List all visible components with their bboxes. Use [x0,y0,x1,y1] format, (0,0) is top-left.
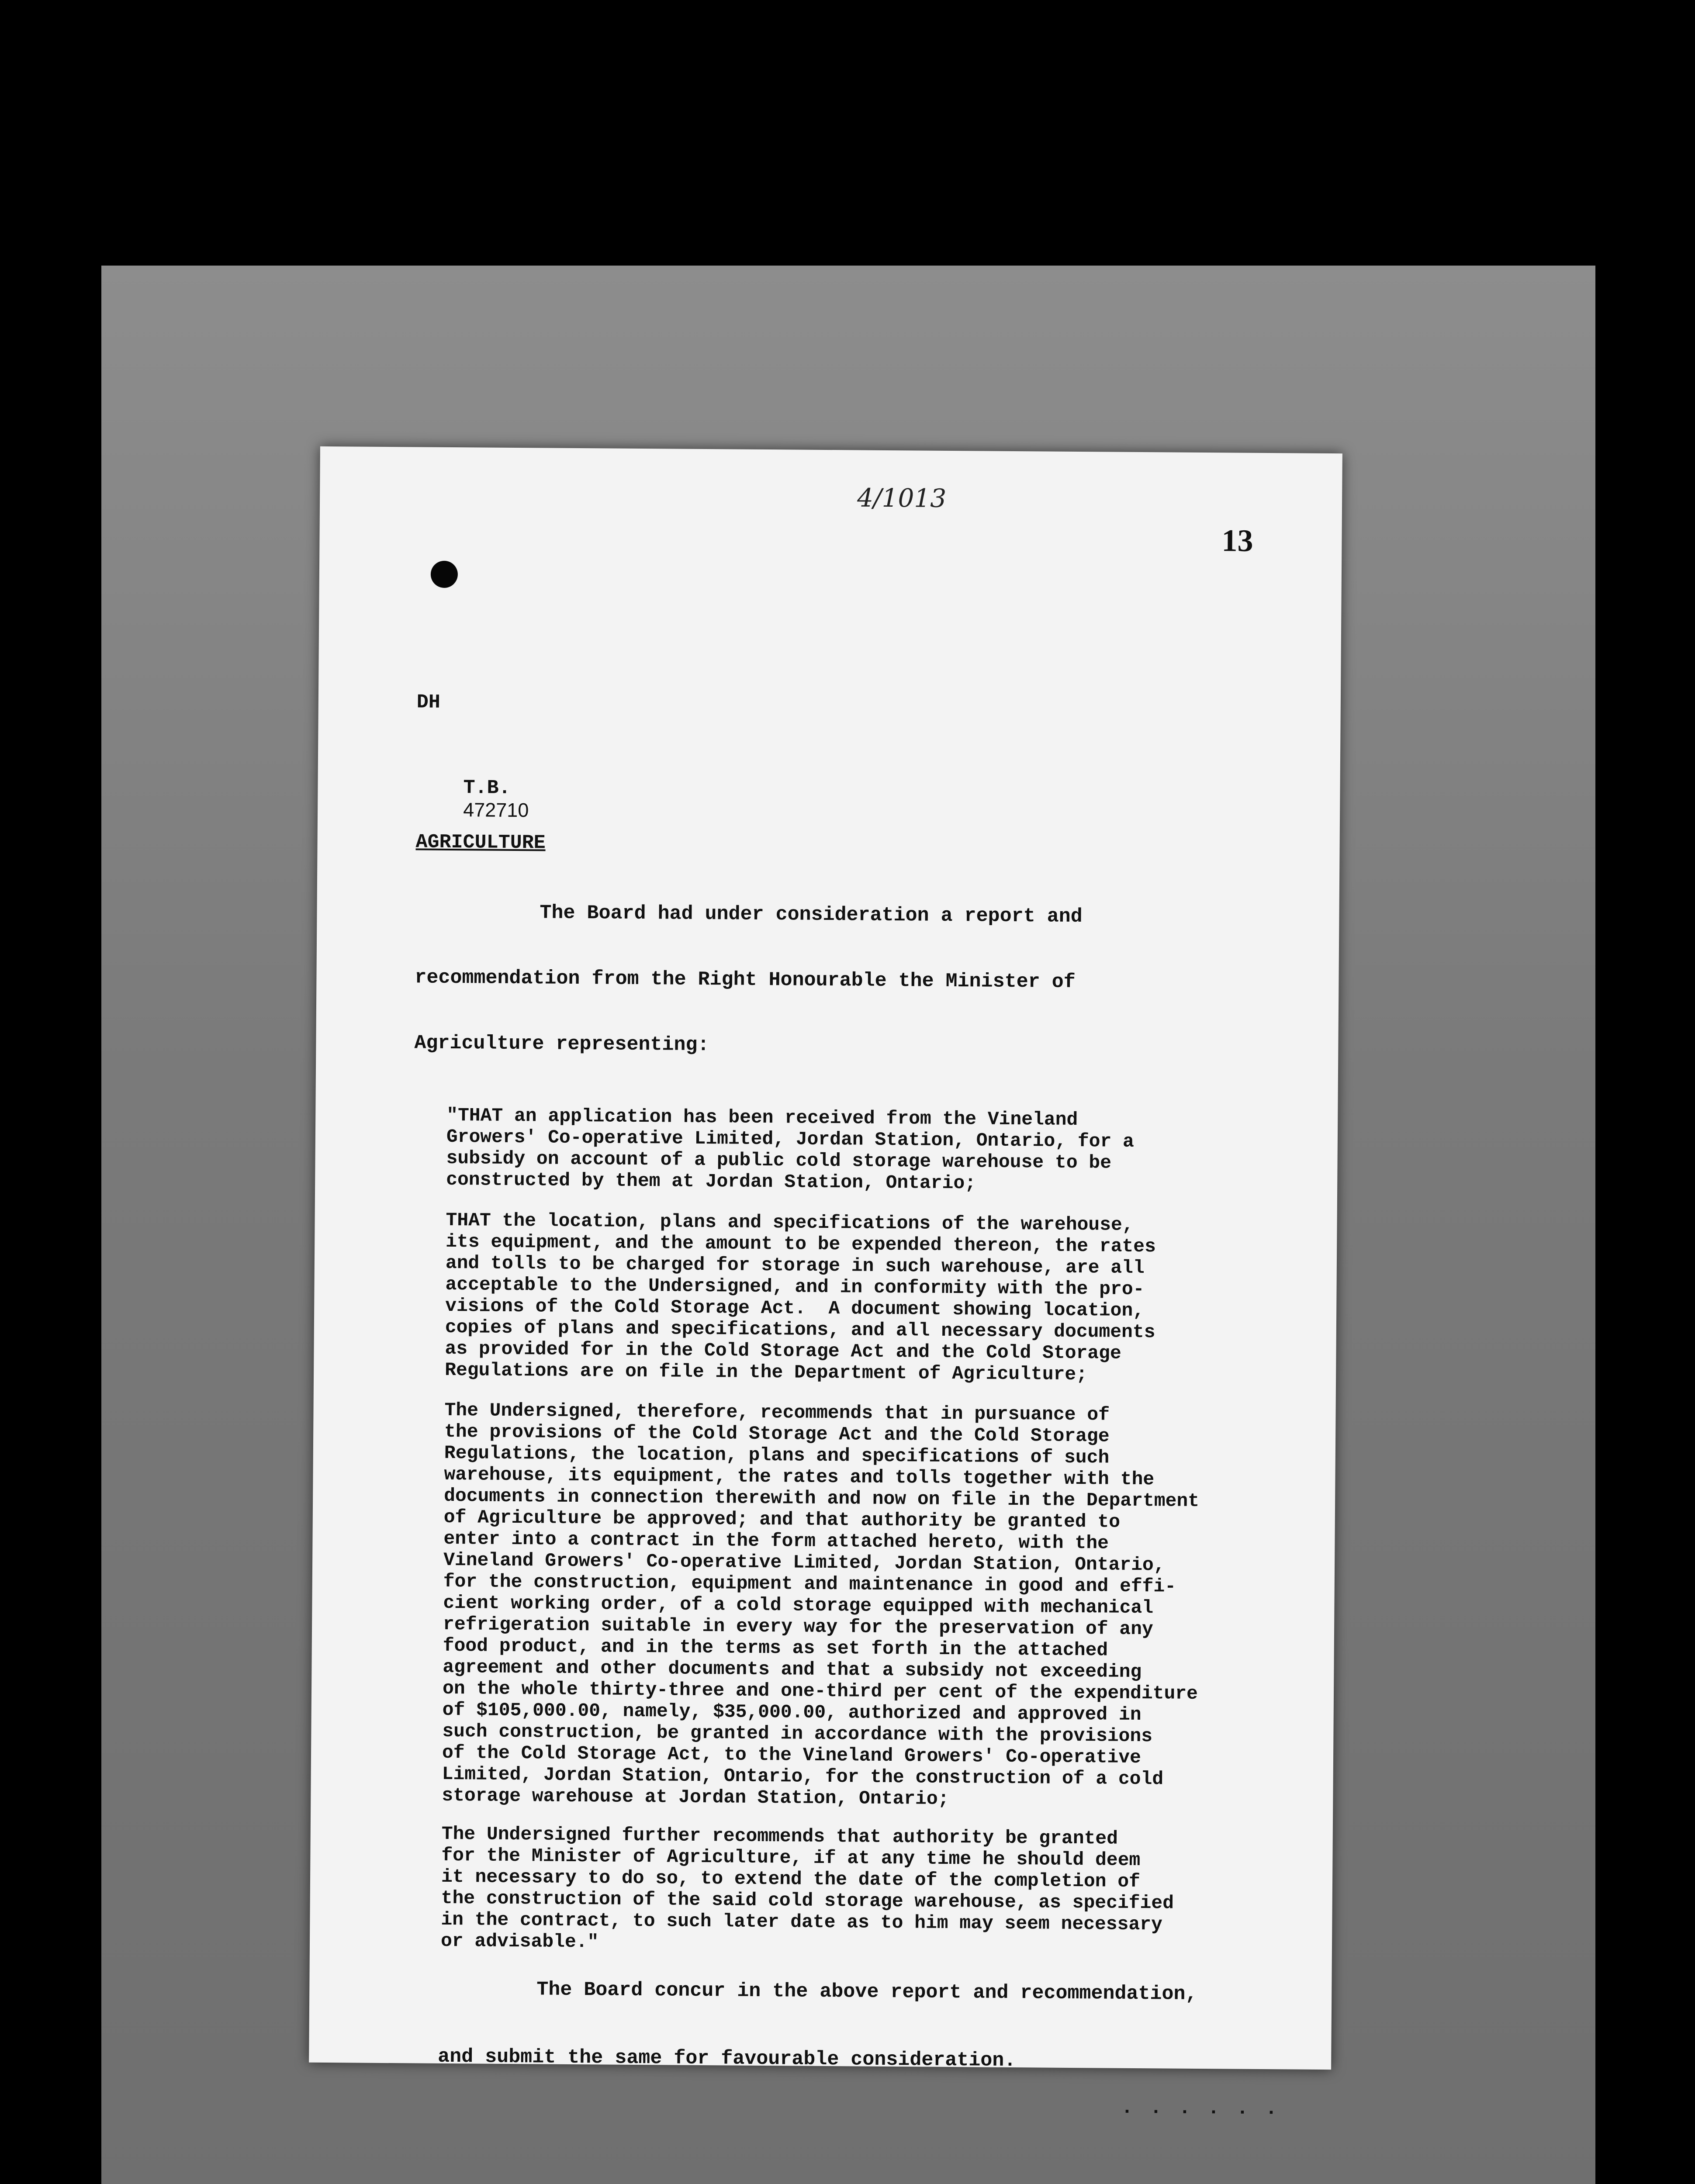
quoted-paragraph: THAT the location, plans and specifications of the warehouse, its equipment, and the amount to be expended thereon, the rates and tolls to be charged for storage in such warehouse, are all acceptable to the Undersigned, and in conformity with the pro- visions of the Cold Storage Act. A document showing location, copies of plans and specifications, and all necessary documents as provided for in the Cold Storage Act and the Cold Storage Regulations are on file in the Department of Agriculture; [445,1209,1156,1386]
document-page [309,446,1342,2120]
continuation-dots: . . . . . . [1121,2096,1280,2120]
quoted-paragraph: The Undersigned, therefore, recommends that in pursuance of the provisions of the Cold Storage Act and the Cold Storage Regulations, the location, plans and specifications of such warehouse, its equipment, the rates and tolls together with the documents in connection therewith and now on file in the Department of Agriculture be approved; and that authority be granted to enter into a contract in the form attached hereto, with the Vineland Growers' Co-operative Limited, Jordan Station, Ontario, for the construction, equipment and maintenance in good and effi- cient working order, of a cold storage equipped with mechanical refrigeration suitable in every way for the preservation of any food product, and in the terms as set forth in the attached agreement and other documents and that a subsidy not exceeding on the whole thirty-three and one-third per cent of the expenditure of $105,000.00, namely, $35,000.00, authorized and approved in such construction, be granted in accordance with the provisions of the Cold Storage Act, to the Vineland Growers' Co-operative Limited, Jordan Station, Ontario, for the construction of a cold storage warehouse at Jordan Station, Ontario; [442,1399,1200,1810]
initials: DH [416,691,441,714]
intro-line: Agriculture representing: [414,1032,709,1057]
punch-hole [431,561,458,588]
quoted-paragraph: The Undersigned further recommends that authority be granted for the Minister of Agriculture, if at any time he should deem it necessary to do so, to extend the date of the completion of the construction of the said cold storage warehouse, as specified in the contract, to such later date as to him may seem necessary or advisable." [440,1823,1174,1953]
handwritten-file-reference: 4/1013 [857,483,947,513]
tb-number: 472710 [463,798,529,822]
closing-line: The Board concur in the above report and recommendation, [536,1978,1197,2005]
tb-label: T.B. [463,777,511,799]
quoted-paragraph: "THAT an application has been received from the Vineland Growers' Co-operative Limited, Jordan Station, Ontario, for a subsidy on account of a public cold storage warehouse to be constructed by them at Jordan Station, Ontario; [446,1104,1135,1194]
page-number: 13 [1221,523,1253,558]
intro-line: The Board had under consideration a report and [540,902,1083,928]
intro-line: recommendation from the Right Honourable the Minister of [415,966,1076,993]
section-heading: AGRICULTURE [415,831,546,854]
closing-line: and submit the same for favourable consideration. [438,2045,1016,2072]
